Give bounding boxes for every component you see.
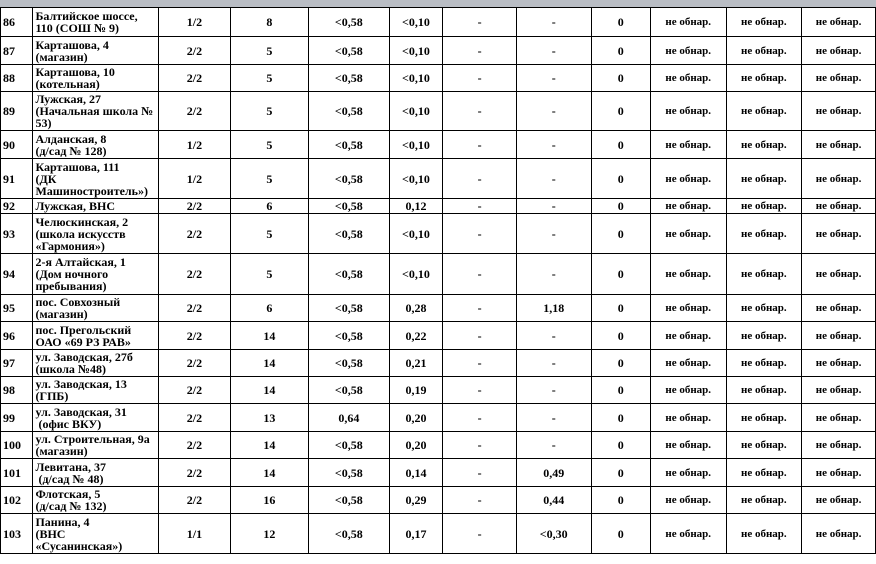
address-cell	[33, 65, 159, 92]
col7-value: 0	[591, 487, 650, 514]
table-row	[1, 214, 876, 254]
sample-count: 2/2	[159, 199, 230, 214]
temperature-value: 5	[230, 131, 309, 159]
sample-count: 2/2	[159, 295, 230, 322]
address-cell	[33, 214, 159, 254]
table-row	[1, 65, 876, 92]
col7-value: 0	[591, 8, 650, 37]
col6-value: -	[516, 350, 591, 377]
temperature-value: 5	[230, 65, 309, 92]
table-row	[1, 199, 876, 214]
sample-count: 1/2	[159, 131, 230, 159]
col9-result: не обнар.	[726, 459, 802, 487]
table-row	[1, 37, 876, 65]
col6-value: <0,30	[516, 514, 591, 554]
table-row	[1, 159, 876, 199]
address-line: ул. Заводская, 27б	[35, 350, 133, 364]
address-cell	[33, 404, 159, 432]
col7-value: 0	[591, 377, 650, 404]
address-line: (д/сад № 132)	[35, 499, 107, 513]
col3-value: <0,58	[309, 92, 389, 131]
row-number: 87	[1, 37, 33, 65]
address-cell	[33, 459, 159, 487]
col6-value: 0,44	[516, 487, 591, 514]
col4-value: 0,14	[389, 459, 443, 487]
col3-value: <0,58	[309, 432, 389, 459]
col10-result: не обнар.	[802, 322, 876, 350]
col9-result: не обнар.	[726, 377, 802, 404]
col8-result: не обнар.	[650, 159, 726, 199]
col9-result: не обнар.	[726, 432, 802, 459]
col3-value: <0,58	[309, 214, 389, 254]
sample-count: 2/2	[159, 65, 230, 92]
address-line: (магазин)	[35, 49, 88, 64]
address-cell	[33, 514, 159, 554]
temperature-value: 14	[230, 432, 309, 459]
col3-value: <0,58	[309, 199, 389, 214]
row-number: 93	[1, 214, 33, 254]
row-number: 101	[1, 459, 33, 487]
col10-result: не обнар.	[802, 131, 876, 159]
sample-count: 1/1	[159, 514, 230, 554]
col6-value: -	[516, 432, 591, 459]
row-number: 89	[1, 92, 33, 131]
address-line: (школа искусств	[35, 226, 126, 241]
col3-value: <0,58	[309, 37, 389, 65]
col9-result: не обнар.	[726, 322, 802, 350]
sample-count: 2/2	[159, 459, 230, 487]
address-line: (котельная)	[35, 77, 100, 91]
sample-count: 2/2	[159, 487, 230, 514]
col7-value: 0	[591, 514, 650, 554]
col5-value: -	[443, 214, 516, 254]
col6-value: -	[516, 199, 591, 214]
col9-result: не обнар.	[726, 159, 802, 199]
col8-result: не обнар.	[650, 37, 726, 65]
col7-value: 0	[591, 65, 650, 92]
col10-result: не обнар.	[802, 487, 876, 514]
col9-result: не обнар.	[726, 514, 802, 554]
col6-value: -	[516, 214, 591, 254]
table-row	[1, 8, 876, 37]
table-row	[1, 459, 876, 487]
col4-value: <0,10	[389, 159, 443, 199]
row-number: 90	[1, 131, 33, 159]
col8-result: не обнар.	[650, 377, 726, 404]
address-line: (Начальная школа №	[35, 104, 154, 118]
address-line: (д/сад № 128)	[35, 143, 107, 158]
address-line: 53)	[35, 116, 52, 130]
col7-value: 0	[591, 322, 650, 350]
col7-value: 0	[591, 254, 650, 295]
col8-result: не обнар.	[650, 131, 726, 159]
sample-count: 2/2	[159, 254, 230, 295]
address-line: ул. Заводская, 13	[35, 377, 127, 391]
col9-result: не обнар.	[726, 8, 802, 37]
col5-value: -	[443, 199, 516, 214]
col6-value: -	[516, 404, 591, 432]
col6-value: 1,18	[516, 295, 591, 322]
temperature-value: 12	[230, 514, 309, 554]
col6-value: -	[516, 65, 591, 92]
col9-result: не обнар.	[726, 214, 802, 254]
col6-value: -	[516, 322, 591, 350]
temperature-value: 13	[230, 404, 309, 432]
temperature-value: 5	[230, 92, 309, 131]
col9-result: не обнар.	[726, 487, 802, 514]
col6-value: -	[516, 37, 591, 65]
table-row	[1, 514, 876, 554]
col5-value: -	[443, 131, 516, 159]
col9-result: не обнар.	[726, 295, 802, 322]
address-cell	[33, 8, 159, 37]
col8-result: не обнар.	[650, 404, 726, 432]
col5-value: -	[443, 404, 516, 432]
col8-result: не обнар.	[650, 214, 726, 254]
col4-value: <0,10	[389, 37, 443, 65]
row-number: 91	[1, 159, 33, 199]
address-line: Лужская, 27	[35, 92, 101, 106]
temperature-value: 8	[230, 8, 309, 37]
col4-value: 0,12	[389, 199, 443, 214]
temperature-value: 14	[230, 350, 309, 377]
col10-result: не обнар.	[802, 8, 876, 37]
col10-result: не обнар.	[802, 214, 876, 254]
temperature-value: 14	[230, 459, 309, 487]
address-cell	[33, 254, 159, 295]
sample-count: 1/2	[159, 8, 230, 37]
address-cell	[33, 92, 159, 131]
sample-count: 2/2	[159, 432, 230, 459]
col6-value: -	[516, 131, 591, 159]
col9-result: не обнар.	[726, 254, 802, 295]
row-number: 102	[1, 487, 33, 514]
col3-value: <0,58	[309, 159, 389, 199]
address-line: (Дом ночного	[35, 267, 109, 281]
col3-value: <0,58	[309, 254, 389, 295]
col10-result: не обнар.	[802, 159, 876, 199]
col7-value: 0	[591, 37, 650, 65]
col5-value: -	[443, 487, 516, 514]
sample-count: 2/2	[159, 214, 230, 254]
temperature-value: 16	[230, 487, 309, 514]
address-line: (ДК	[35, 171, 57, 186]
row-number: 88	[1, 65, 33, 92]
col4-value: <0,10	[389, 214, 443, 254]
water-quality-table	[0, 7, 876, 554]
row-number: 97	[1, 350, 33, 377]
address-line: Левитана, 37	[35, 459, 107, 474]
col4-value: 0,29	[389, 487, 443, 514]
row-number: 98	[1, 377, 33, 404]
address-line: Карташова, 111	[35, 159, 120, 174]
address-line: Лужская, ВНС	[35, 199, 115, 213]
temperature-value: 6	[230, 199, 309, 214]
address-line: 2-я Алтайская, 1	[35, 255, 126, 269]
address-cell	[33, 159, 159, 199]
col10-result: не обнар.	[802, 92, 876, 131]
col7-value: 0	[591, 214, 650, 254]
col6-value: -	[516, 8, 591, 37]
col7-value: 0	[591, 295, 650, 322]
address-line: «Гармония»)	[35, 238, 105, 253]
address-line: Челюскинская, 2	[35, 214, 129, 229]
col8-result: не обнар.	[650, 322, 726, 350]
col5-value: -	[443, 92, 516, 131]
col5-value: -	[443, 322, 516, 350]
table-row	[1, 350, 876, 377]
col3-value: <0,58	[309, 295, 389, 322]
col5-value: -	[443, 459, 516, 487]
address-cell	[33, 37, 159, 65]
col9-result: не обнар.	[726, 199, 802, 214]
col5-value: -	[443, 254, 516, 295]
col10-result: не обнар.	[802, 37, 876, 65]
col8-result: не обнар.	[650, 295, 726, 322]
col10-result: не обнар.	[802, 350, 876, 377]
col4-value: <0,10	[389, 131, 443, 159]
address-line: «Сусанинская»)	[35, 538, 123, 553]
address-line: пребывания)	[35, 279, 107, 293]
col8-result: не обнар.	[650, 350, 726, 377]
col6-value: 0,49	[516, 459, 591, 487]
col3-value: <0,58	[309, 322, 389, 350]
col4-value: 0,21	[389, 350, 443, 377]
col4-value: <0,10	[389, 92, 443, 131]
address-cell	[33, 295, 159, 322]
table-row	[1, 295, 876, 322]
address-line: пос. Прегольский	[35, 322, 132, 337]
row-number: 92	[1, 199, 33, 214]
col9-result: не обнар.	[726, 404, 802, 432]
col5-value: -	[443, 432, 516, 459]
col8-result: не обнар.	[650, 459, 726, 487]
address-line: Балтийское шоссе,	[35, 9, 138, 23]
sample-count: 2/2	[159, 404, 230, 432]
col3-value: <0,58	[309, 459, 389, 487]
col6-value: -	[516, 92, 591, 131]
col9-result: не обнар.	[726, 37, 802, 65]
col10-result: не обнар.	[802, 377, 876, 404]
col3-value: <0,58	[309, 8, 389, 37]
col9-result: не обнар.	[726, 92, 802, 131]
col4-value: 0,19	[389, 377, 443, 404]
col9-result: не обнар.	[726, 131, 802, 159]
address-line: Карташова, 10	[35, 65, 115, 79]
col10-result: не обнар.	[802, 295, 876, 322]
address-line: ул. Строительная, 9а	[35, 432, 150, 446]
table-row	[1, 131, 876, 159]
address-line: Флотская, 5	[35, 487, 101, 501]
col7-value: 0	[591, 404, 650, 432]
temperature-value: 14	[230, 322, 309, 350]
col5-value: -	[443, 514, 516, 554]
sample-count: 2/2	[159, 322, 230, 350]
address-line: (магазин)	[35, 444, 88, 458]
temperature-value: 5	[230, 159, 309, 199]
row-number: 95	[1, 295, 33, 322]
table-row	[1, 404, 876, 432]
address-cell	[33, 487, 159, 514]
col5-value: -	[443, 350, 516, 377]
col7-value: 0	[591, 350, 650, 377]
row-number: 94	[1, 254, 33, 295]
col7-value: 0	[591, 432, 650, 459]
row-number: 86	[1, 8, 33, 37]
col8-result: не обнар.	[650, 514, 726, 554]
col4-value: <0,10	[389, 8, 443, 37]
col10-result: не обнар.	[802, 404, 876, 432]
col8-result: не обнар.	[650, 65, 726, 92]
table-row	[1, 254, 876, 295]
address-cell	[33, 350, 159, 377]
col4-value: 0,17	[389, 514, 443, 554]
row-number: 103	[1, 514, 33, 554]
col7-value: 0	[591, 459, 650, 487]
row-number: 96	[1, 322, 33, 350]
col10-result: не обнар.	[802, 254, 876, 295]
sample-count: 2/2	[159, 377, 230, 404]
table-row	[1, 432, 876, 459]
table-row	[1, 487, 876, 514]
sample-count: 2/2	[159, 350, 230, 377]
temperature-value: 14	[230, 377, 309, 404]
address-line: Панина, 4	[35, 514, 90, 529]
table-row	[1, 92, 876, 131]
col6-value: -	[516, 254, 591, 295]
col7-value: 0	[591, 131, 650, 159]
col10-result: не обнар.	[802, 459, 876, 487]
address-cell	[33, 432, 159, 459]
col10-result: не обнар.	[802, 199, 876, 214]
table-row	[1, 322, 876, 350]
sample-count: 1/2	[159, 159, 230, 199]
row-number: 100	[1, 432, 33, 459]
temperature-value: 5	[230, 214, 309, 254]
col4-value: 0,20	[389, 432, 443, 459]
address-line: (д/сад № 48)	[35, 471, 104, 486]
address-line: (школа №48)	[35, 362, 106, 376]
col3-value: <0,58	[309, 350, 389, 377]
col4-value: <0,10	[389, 254, 443, 295]
address-cell	[33, 199, 159, 214]
col8-result: не обнар.	[650, 487, 726, 514]
col5-value: -	[443, 8, 516, 37]
col3-value: <0,58	[309, 377, 389, 404]
col7-value: 0	[591, 92, 650, 131]
address-line: (ВНС	[35, 526, 66, 541]
col10-result: не обнар.	[802, 514, 876, 554]
address-line: Карташова, 4	[35, 37, 109, 52]
col8-result: не обнар.	[650, 432, 726, 459]
col5-value: -	[443, 159, 516, 199]
col6-value: -	[516, 159, 591, 199]
sample-count: 2/2	[159, 37, 230, 65]
sample-count: 2/2	[159, 92, 230, 131]
address-cell	[33, 377, 159, 404]
col4-value: <0,10	[389, 65, 443, 92]
col8-result: не обнар.	[650, 254, 726, 295]
address-line: Алданская, 8	[35, 131, 107, 146]
col6-value: -	[516, 377, 591, 404]
temperature-value: 6	[230, 295, 309, 322]
col4-value: 0,22	[389, 322, 443, 350]
col8-result: не обнар.	[650, 8, 726, 37]
col7-value: 0	[591, 159, 650, 199]
address-line: (офис ВКУ)	[35, 416, 102, 431]
col3-value: 0,64	[309, 404, 389, 432]
temperature-value: 5	[230, 254, 309, 295]
address-cell	[33, 322, 159, 350]
address-line: 110 (СОШ № 9)	[35, 21, 120, 35]
address-line: Машиностроитель»)	[35, 183, 149, 198]
col4-value: 0,20	[389, 404, 443, 432]
col5-value: -	[443, 295, 516, 322]
col5-value: -	[443, 377, 516, 404]
address-line: ул. Заводская, 31	[35, 404, 127, 419]
col5-value: -	[443, 65, 516, 92]
col9-result: не обнар.	[726, 65, 802, 92]
address-line: ОАО «69 РЗ РАВ»	[35, 334, 131, 349]
address-line: (магазин)	[35, 307, 88, 321]
address-line: пос. Совхозный	[35, 295, 121, 309]
col3-value: <0,58	[309, 131, 389, 159]
col8-result: не обнар.	[650, 92, 726, 131]
row-number: 99	[1, 404, 33, 432]
col9-result: не обнар.	[726, 350, 802, 377]
col10-result: не обнар.	[802, 65, 876, 92]
col8-result: не обнар.	[650, 199, 726, 214]
address-cell	[33, 131, 159, 159]
col10-result: не обнар.	[802, 432, 876, 459]
col5-value: -	[443, 37, 516, 65]
col3-value: <0,58	[309, 487, 389, 514]
col3-value: <0,58	[309, 514, 389, 554]
table-row	[1, 377, 876, 404]
col7-value: 0	[591, 199, 650, 214]
address-line: (ГПБ)	[35, 389, 69, 403]
col3-value: <0,58	[309, 65, 389, 92]
col4-value: 0,28	[389, 295, 443, 322]
temperature-value: 5	[230, 37, 309, 65]
